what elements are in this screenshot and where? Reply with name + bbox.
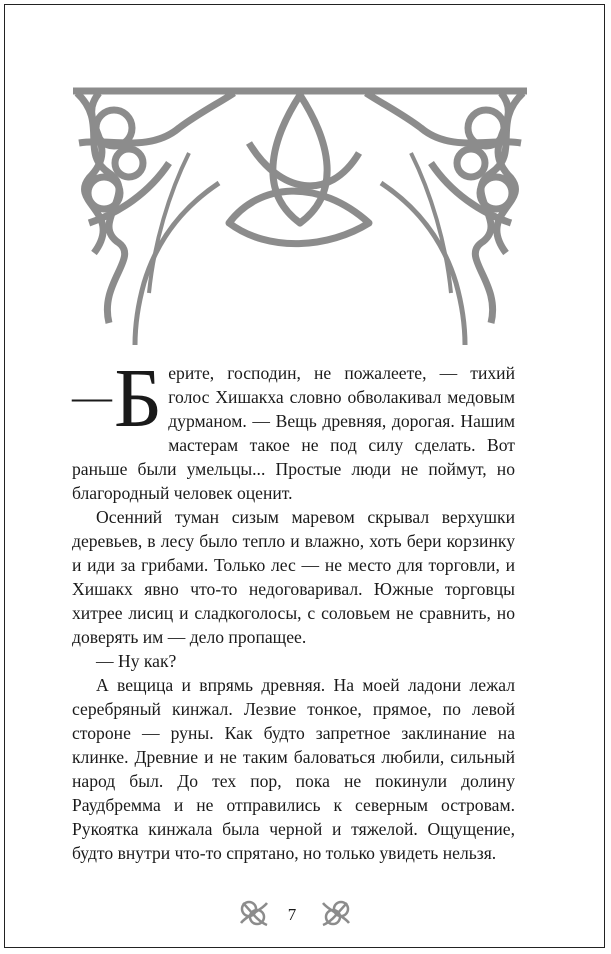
drop-cap: Б	[114, 352, 163, 445]
right-flourish-icon	[319, 897, 353, 929]
paragraph-1-text: ерите, господин, не пожалеете, — тихий голос Хишакха словно обволакивал медовым дурманом. — Вещь древняя, дорогая. Нашим мастерам такое не под силу сделать. Вот раньше были умельцы... Простые люди не поймут, но благородный человек оценит.	[72, 363, 515, 503]
main-text	[72, 352, 515, 865]
dialogue-dash: —	[72, 374, 112, 419]
page-number: 7	[287, 905, 297, 924]
paragraph-3: — Ну как?	[96, 651, 177, 671]
left-flourish-icon	[237, 897, 271, 929]
book-page	[4, 4, 605, 948]
paragraph-1-full	[0, 0, 1, 1]
paragraph-4: А вещица и впрямь древняя. На моей ладони лежал серебряный кинжал. Лезвие тонкое, прямое, по левой стороне — руны. Как будто запретное заклинание на клинке. Древние и не таким баловаться любили, сильный народ был. До тех пор, пока не покинули долину Раудбремма и не отправились к северным островам. Рукоятка кинжала была черной и тяжелой. Ощущение, будто внутри что-то спрятано, но только увидеть нельзя.	[72, 675, 515, 863]
paragraph-2: Осенний туман сизым маревом скрывал верхушки деревьев, в лесу было тепло и влажно, хоть бери корзинку и иди за грибами. Только лес — не место для торговли, и Хишакх явно что-то недоговаривал. Южные торговцы хитрее лисиц и сладкоголосы, с соловьем не сравнить, но доверять им — дело пропащее.	[72, 507, 515, 647]
celtic-knot-ornament	[69, 83, 531, 351]
paragraph-1	[72, 352, 515, 505]
page-footer	[5, 897, 606, 937]
